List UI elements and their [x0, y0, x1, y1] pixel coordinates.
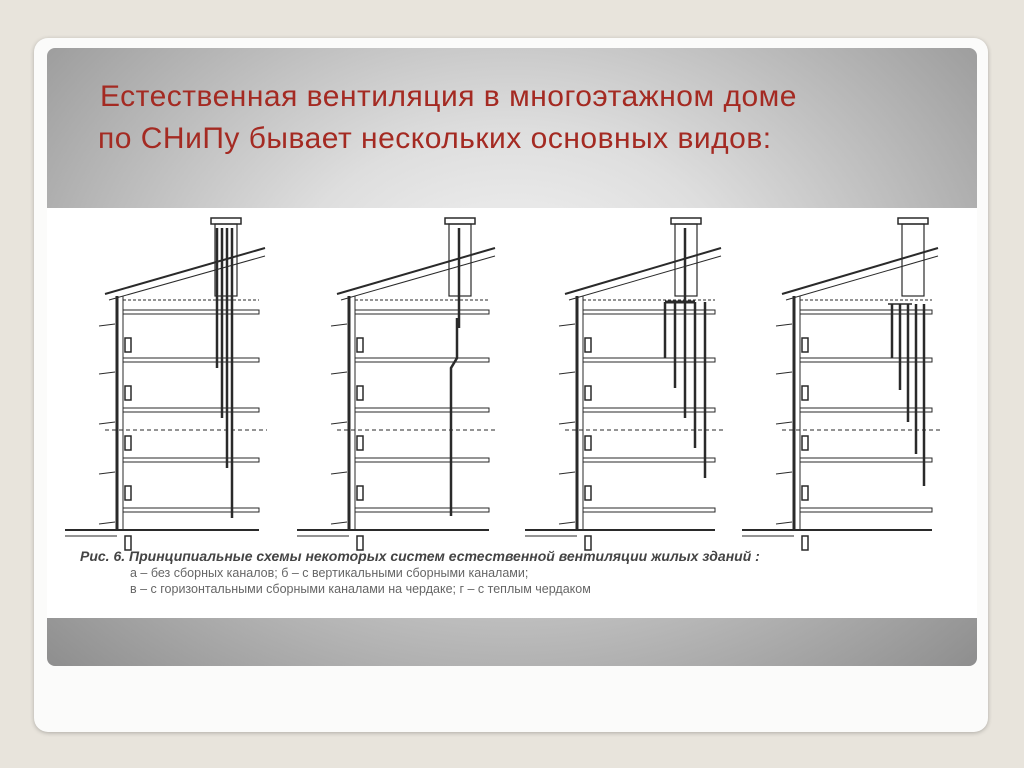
- building-1-window-2: [125, 386, 131, 400]
- building-3-roof-inner: [569, 256, 721, 300]
- building-4-window-2: [802, 386, 808, 400]
- building-4-slab-3: [800, 408, 932, 412]
- slide-title: [98, 76, 958, 160]
- building-1-window-1: [125, 338, 131, 352]
- building-1-inlet-arrow-1: [99, 324, 115, 326]
- building-2-inlet-arrow-1: [331, 324, 347, 326]
- building-1-window-4: [125, 486, 131, 500]
- building-1-inlet-arrow-5: [99, 522, 115, 524]
- building-2-window-2: [357, 386, 363, 400]
- building-4-slab-2: [800, 358, 932, 362]
- building-1-slab-5: [123, 508, 259, 512]
- building-2-inlet-arrow-4: [331, 472, 347, 474]
- building-2-window-4: [357, 486, 363, 500]
- building-2-slab-1: [355, 310, 489, 314]
- building-1-window-3: [125, 436, 131, 450]
- building-3-slab-5: [583, 508, 715, 512]
- building-4-slab-1: [800, 310, 932, 314]
- building-1-slab-3: [123, 408, 259, 412]
- building-3-window-1: [585, 338, 591, 352]
- building-4-window-4: [802, 486, 808, 500]
- caption-title: Рис. 6. Принципиальные схемы некоторых систем естественной вентиляции жилых зданий :: [80, 548, 760, 564]
- building-3-inlet-arrow-3: [559, 422, 575, 424]
- building-1-slab-4: [123, 458, 259, 462]
- title-line-2: по СНиПу бывает нескольких основных видов:: [98, 122, 772, 155]
- building-4-roof: [782, 248, 938, 294]
- building-3-window-4: [585, 486, 591, 500]
- building-2-slab-5: [355, 508, 489, 512]
- building-4-inlet-arrow-1: [776, 324, 792, 326]
- building-4-window-1: [802, 338, 808, 352]
- building-2-chimney-cap: [445, 218, 475, 224]
- building-3-inlet-arrow-5: [559, 522, 575, 524]
- building-1-inlet-arrow-2: [99, 372, 115, 374]
- building-4-inlet-arrow-2: [776, 372, 792, 374]
- building-1-slab-2: [123, 358, 259, 362]
- figure-caption: [80, 548, 960, 596]
- building-1-chimney-cap: [211, 218, 241, 224]
- building-2-roof-inner: [341, 256, 495, 300]
- building-2-window-1: [357, 338, 363, 352]
- building-4-chimney-cap: [898, 218, 928, 224]
- building-3-window-3: [585, 436, 591, 450]
- building-1-roof-inner: [109, 256, 265, 300]
- building-3-chimney-cap: [671, 218, 701, 224]
- building-2-slab-4: [355, 458, 489, 462]
- building-4-chimney: [902, 224, 924, 296]
- building-4-slab-4: [800, 458, 932, 462]
- building-4-roof-inner: [786, 256, 938, 300]
- caption-line-2: в – с горизонтальными сборными каналами на чердаке; г – с теплым чердаком: [130, 582, 591, 596]
- building-3-window-2: [585, 386, 591, 400]
- building-2-collector-duct: [451, 318, 457, 516]
- building-4-inlet-arrow-4: [776, 472, 792, 474]
- building-3-inlet-arrow-1: [559, 324, 575, 326]
- building-1-inlet-arrow-4: [99, 472, 115, 474]
- title-line-1: Естественная вентиляция в многоэтажном доме: [100, 80, 797, 113]
- building-3-inlet-arrow-4: [559, 472, 575, 474]
- caption-line-1: а – без сборных каналов; б – с вертикальными сборными каналами;: [130, 566, 529, 580]
- building-2-inlet-arrow-2: [331, 372, 347, 374]
- building-4-window-3: [802, 436, 808, 450]
- building-2-slab-3: [355, 408, 489, 412]
- building-3-slab-4: [583, 458, 715, 462]
- building-2-inlet-arrow-3: [331, 422, 347, 424]
- building-2-inlet-arrow-5: [331, 522, 347, 524]
- building-1-roof: [105, 248, 265, 294]
- building-1-inlet-arrow-3: [99, 422, 115, 424]
- building-2-window-3: [357, 436, 363, 450]
- building-4-inlet-arrow-3: [776, 422, 792, 424]
- building-2-slab-2: [355, 358, 489, 362]
- building-4-inlet-arrow-5: [776, 522, 792, 524]
- building-4-slab-5: [800, 508, 932, 512]
- building-3-inlet-arrow-2: [559, 372, 575, 374]
- building-1-slab-1: [123, 310, 259, 314]
